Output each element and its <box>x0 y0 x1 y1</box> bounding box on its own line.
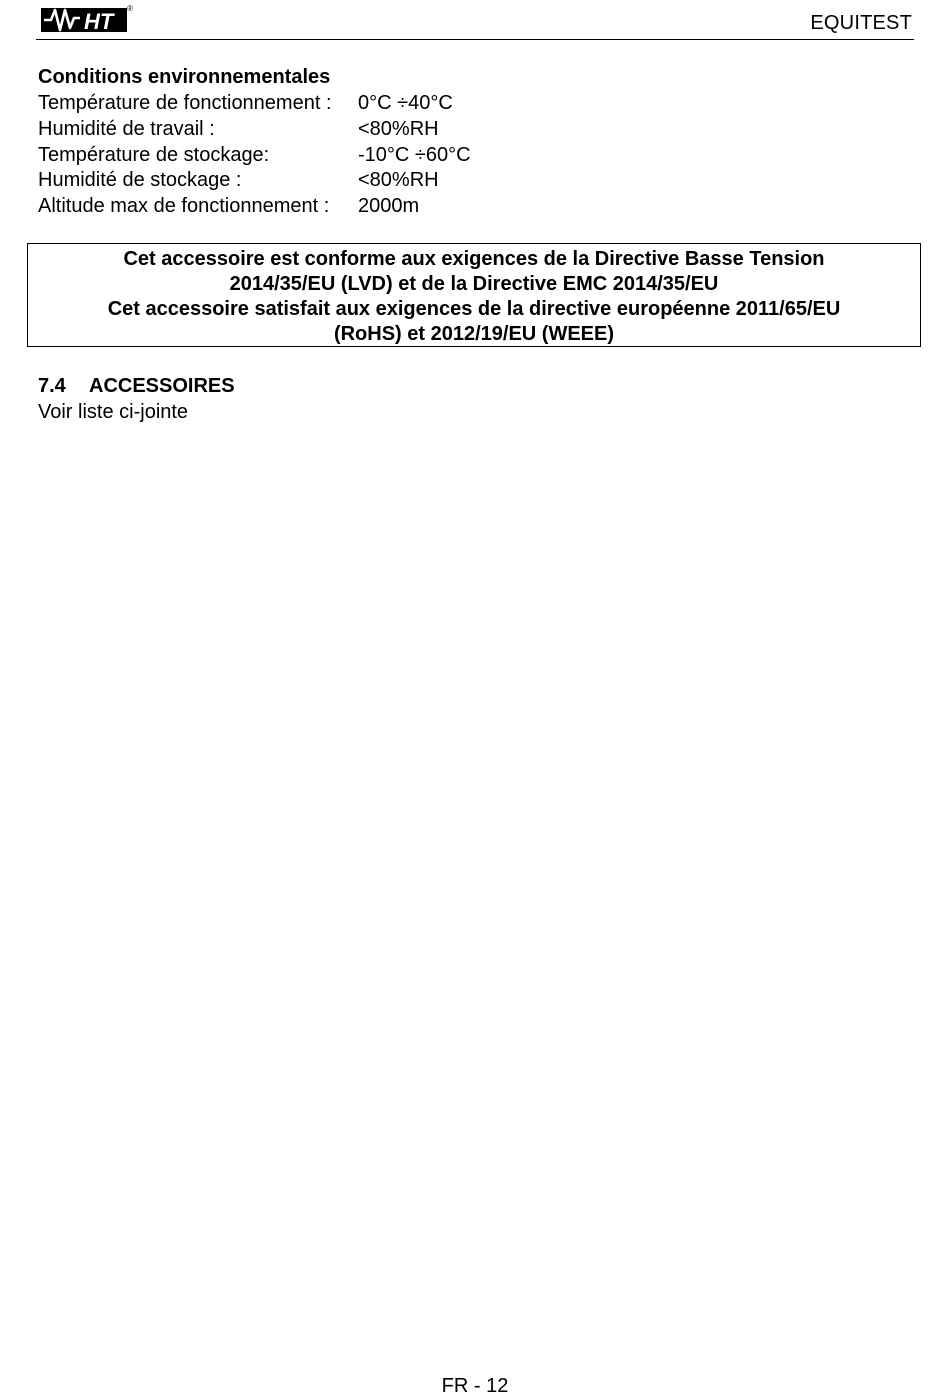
spec-value: 2000m <box>358 195 420 217</box>
svg-text:®: ® <box>127 4 133 13</box>
accessories-heading <box>38 375 235 398</box>
accessories-text: Voir liste ci-jointe <box>38 401 189 423</box>
spec-label: Altitude max de fonctionnement : <box>38 195 330 217</box>
spec-label: Température de stockage: <box>38 144 270 166</box>
svg-text:HT: HT <box>84 9 114 34</box>
section-title: ACCESSOIRES <box>89 375 235 397</box>
spec-label: Température de fonctionnement : <box>38 92 332 114</box>
section-number: 7.4 <box>38 375 66 397</box>
ht-logo-icon <box>40 2 135 34</box>
document-title: EQUITEST <box>810 12 912 34</box>
spec-label: Humidité de stockage : <box>38 169 242 191</box>
page-header <box>36 0 914 40</box>
spec-label: Humidité de travail : <box>38 118 215 140</box>
spec-value: <80%RH <box>358 118 439 140</box>
compliance-line: (RoHS) et 2012/19/EU (WEEE) <box>333 323 615 345</box>
spec-value: <80%RH <box>358 169 439 191</box>
compliance-line: Cet accessoire satisfait aux exigences de la directive européenne 2011/65/EU <box>107 298 841 320</box>
spec-value: 0°C ÷40°C <box>358 92 453 114</box>
compliance-line: Cet accessoire est conforme aux exigences de la Directive Basse Tension <box>123 248 825 270</box>
compliance-line: 2014/35/EU (LVD) et de la Directive EMC 2014/35/EU <box>229 273 719 295</box>
spec-value: -10°C ÷60°C <box>358 144 471 166</box>
compliance-notice-box <box>27 243 921 347</box>
environment-section-title: Conditions environnementales <box>38 66 331 88</box>
page-number: FR - 12 <box>441 1375 509 1397</box>
